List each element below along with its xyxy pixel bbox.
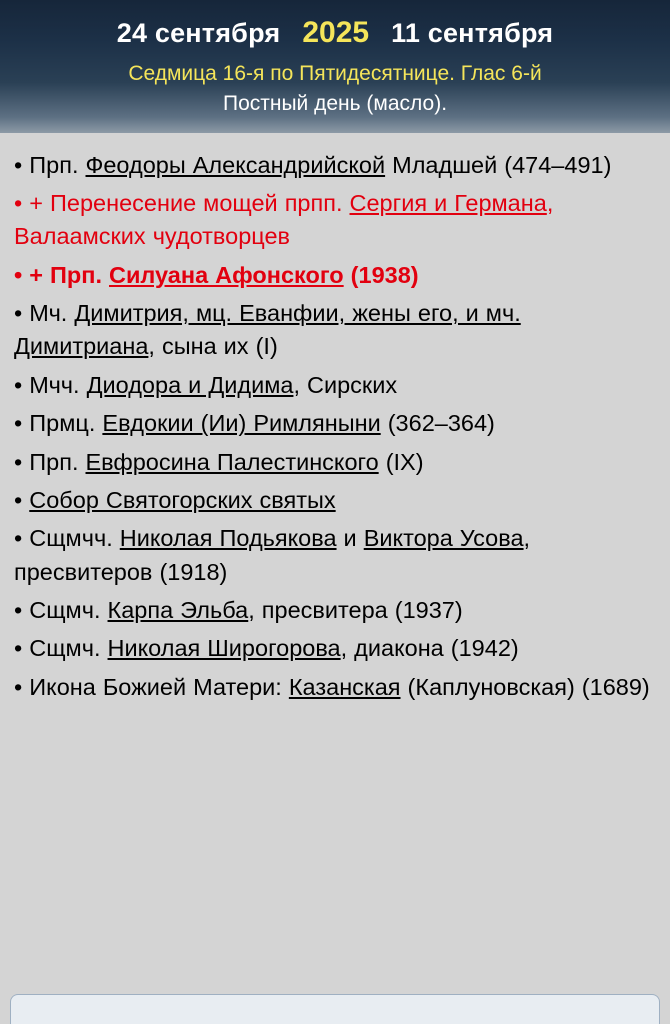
saints-list <box>0 133 670 1024</box>
saint-entry-sergiy-german[interactable]: • + Перенесение мощей прпп. Сергия и Германа, Валаамских чудотворцев <box>14 190 554 250</box>
saint-link[interactable]: Феодоры Александрийской <box>85 151 386 178</box>
saint-link[interactable]: Виктора Усова <box>363 525 524 552</box>
saint-entry-svyatogorskie[interactable]: • Собор Святогорских святых <box>14 486 336 513</box>
saint-link[interactable]: Диодора и Дидима <box>86 371 294 398</box>
date-new-style: 24 сентября <box>116 18 281 48</box>
saint-entry-evdokiya[interactable]: • Прмц. Евдокии (Ии) Римляныни (362–364) <box>14 410 495 437</box>
saint-entry-karp-elb[interactable]: • Сщмч. Карпа Эльба, пресвитера (1937) <box>14 597 463 623</box>
header <box>0 0 670 133</box>
saint-entry-nikolay-viktor[interactable]: • Сщмчч. Николая Подьякова и Виктора Усова, пресвитеров (1918) <box>14 525 531 585</box>
year-label: 2025 <box>302 16 370 49</box>
saint-entry-evfrosin[interactable]: • Прп. Евфросина Палестинского (IX) <box>14 448 424 475</box>
saint-link[interactable]: Собор Святогорских святых <box>29 486 336 513</box>
saint-link[interactable]: Димитрия, мц. Еванфии, жены его, и мч. Димитриана <box>14 300 521 360</box>
saint-link[interactable]: Силуана Афонского <box>109 261 344 288</box>
date-row <box>10 16 660 50</box>
saint-link[interactable]: Евфросина Палестинского <box>85 448 379 475</box>
saint-link[interactable]: Карпа Эльба <box>107 597 249 623</box>
saint-entry-diodor-didim[interactable]: • Мчч. Диодора и Дидима, Сирских <box>14 371 398 398</box>
saint-link[interactable]: Евдокии (Ии) Римляныни <box>102 410 381 437</box>
saint-entry-feodora[interactable]: • Прп. Феодоры Александрийской Младшей (474–491) <box>14 151 612 178</box>
saint-entry-dimitriy-evanfiya[interactable]: • Мч. Димитрия, мц. Еванфии, жены его, и мч. Димитриана, сына их (I) <box>14 300 521 360</box>
saint-entry-ikona-kazanskaya[interactable]: • Икона Божией Матери: Казанская (Каплуновская) (1689) <box>14 673 650 700</box>
saint-link[interactable]: Николая Широгорова <box>107 635 341 662</box>
date-old-style: 11 сентября <box>391 18 554 48</box>
saint-entry-nikolay-shirogorov[interactable]: • Сщмч. Николая Широгорова, диакона (1942) <box>14 635 519 662</box>
bottom-panel[interactable] <box>10 994 660 1024</box>
saint-link[interactable]: Сергия и Германа <box>349 190 547 217</box>
week-tone-line: Седмица 16-я по Пятидесятнице. Глас 6-й <box>128 62 542 85</box>
saint-link[interactable]: Николая Подьякова <box>119 525 337 552</box>
saint-link[interactable]: Казанская <box>288 673 401 700</box>
saint-entry-siluan-afonskiy[interactable]: • + Прп. Силуана Афонского (1938) <box>14 261 419 288</box>
fasting-line: Постный день (масло). <box>222 92 448 116</box>
